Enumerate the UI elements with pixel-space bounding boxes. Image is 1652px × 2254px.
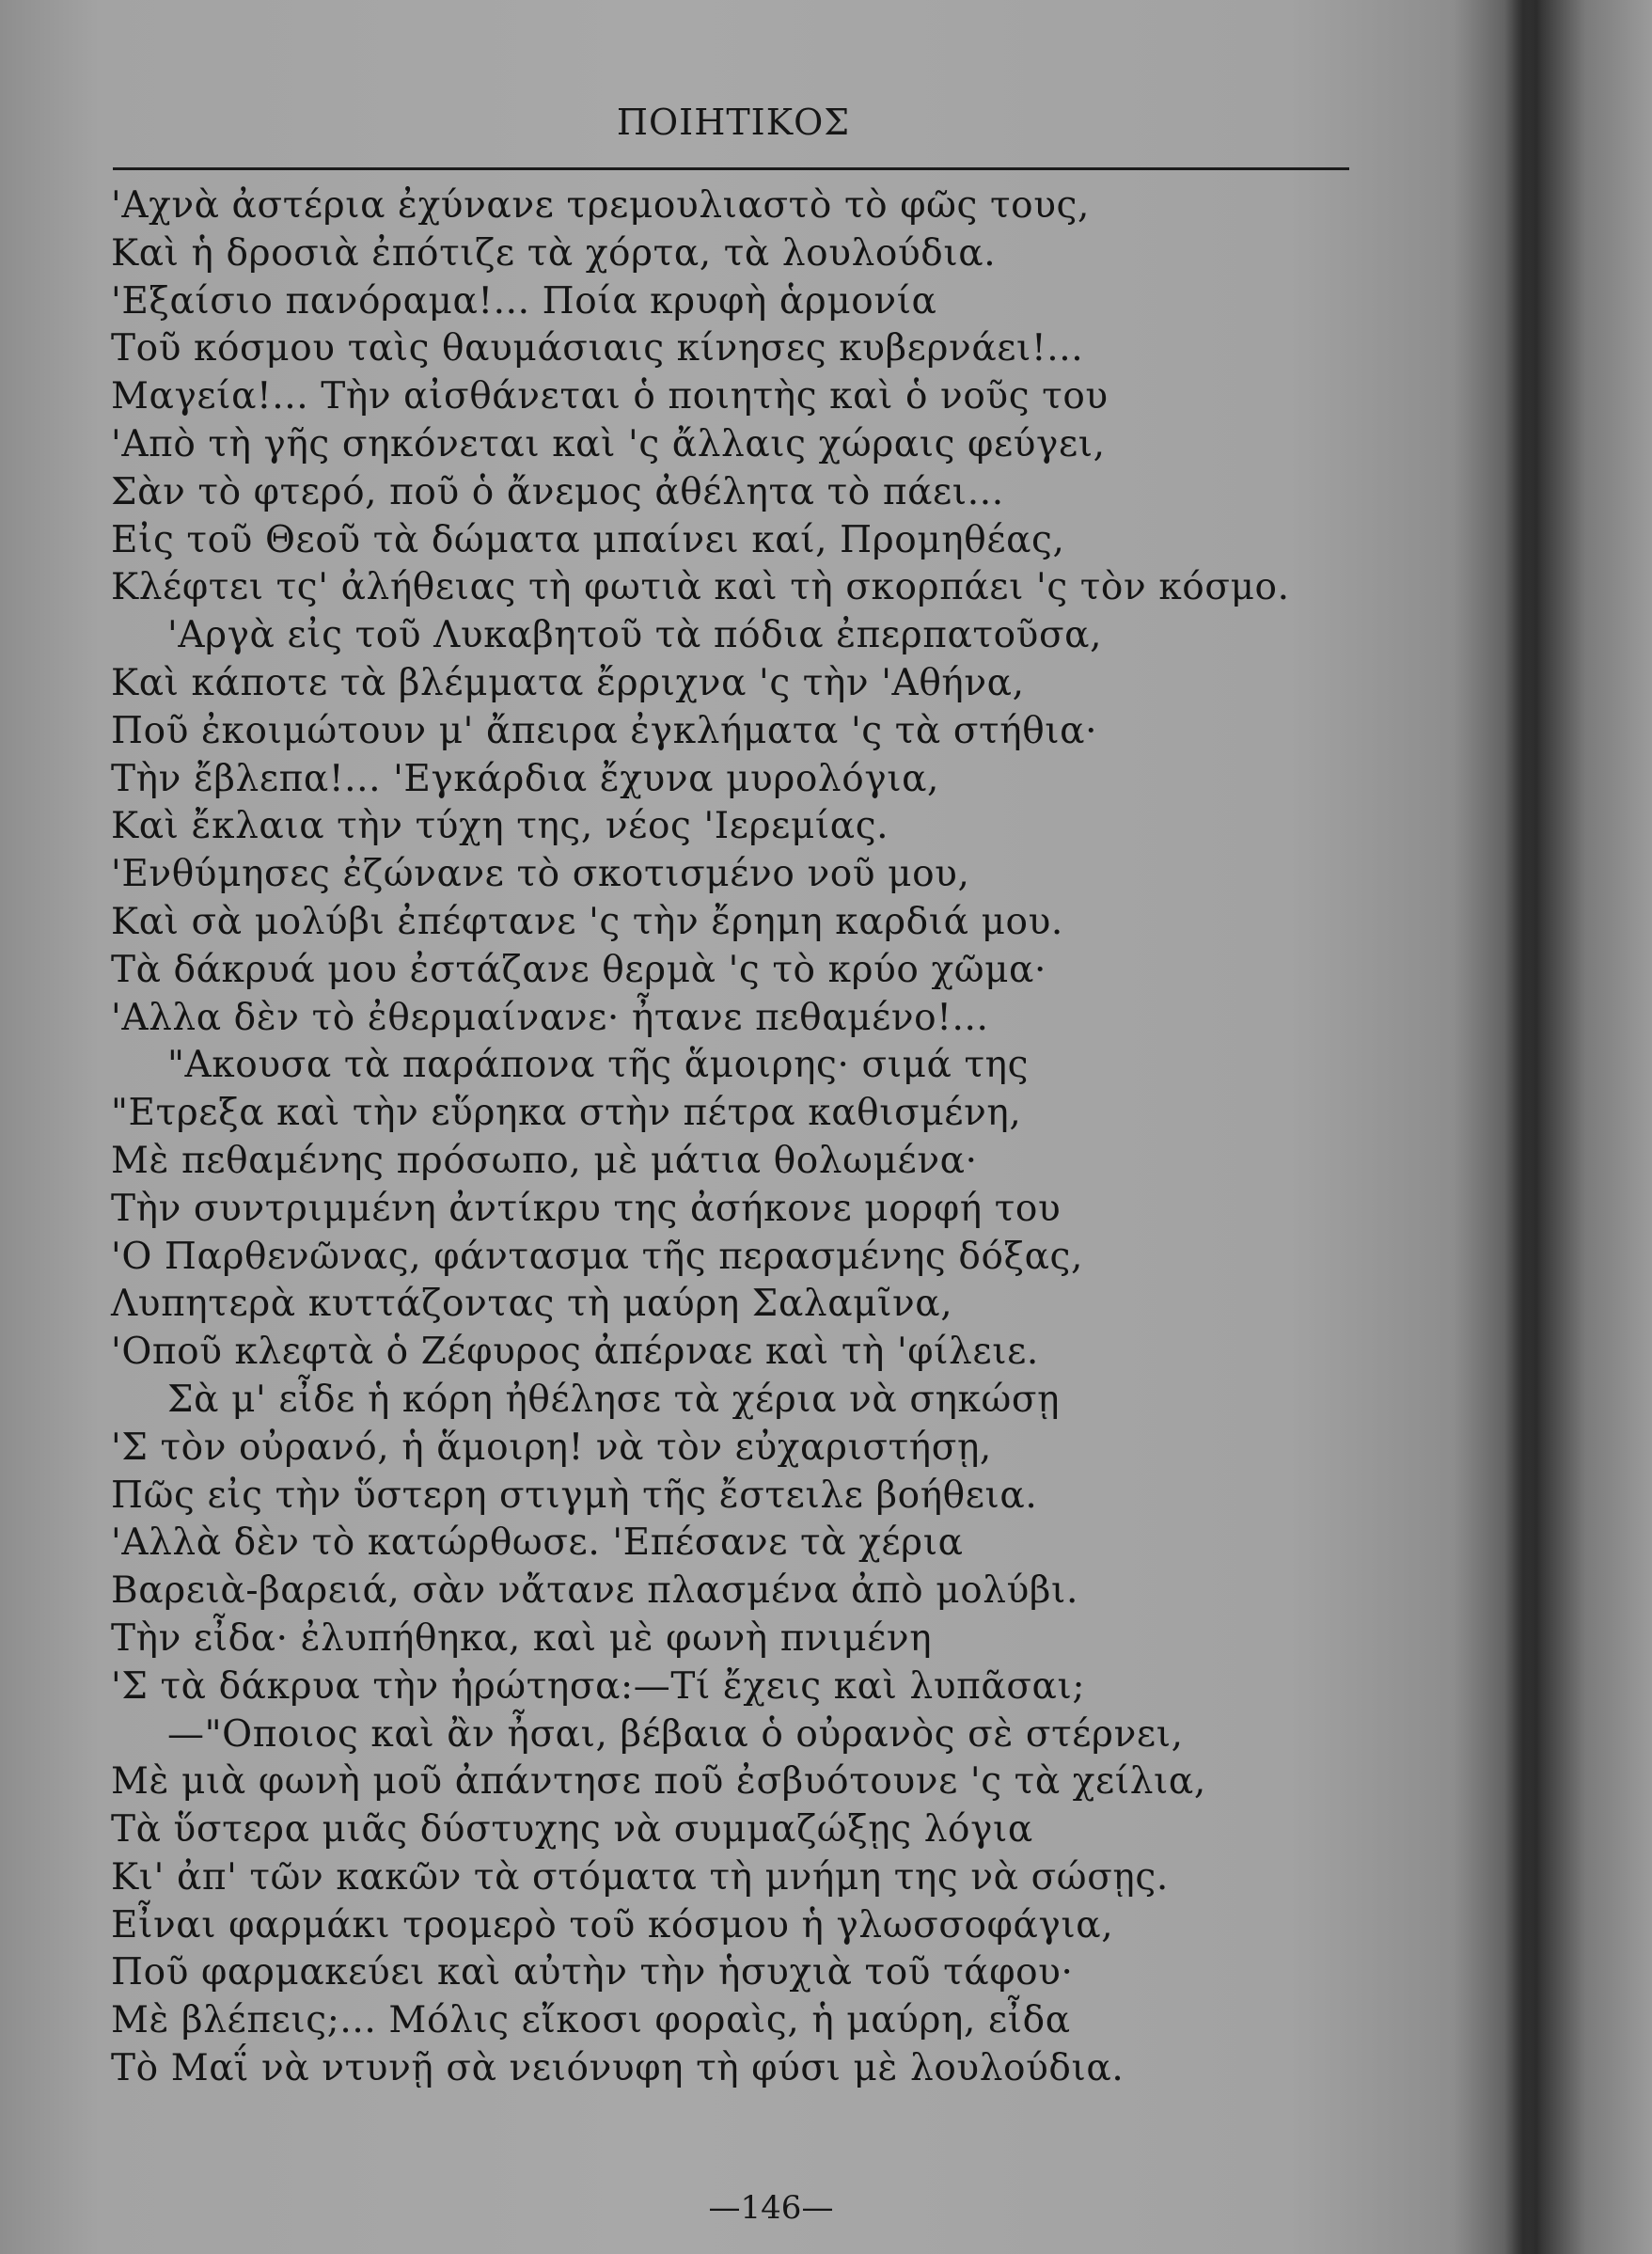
verse-line: Ποῦ φαρμακεύει καὶ αὐτὴν τὴν ἡσυχιὰ τοῦ τάφου· [111,1951,1074,1994]
verse-line: Εἶναι φαρμάκι τρομερὸ τοῦ κόσμου ἡ γλωσσοφάγια, [111,1903,1114,1947]
verse-line: "Ετρεξα καὶ τὴν εὕρηκα στὴν πέτρα καθισμένη, [111,1092,1022,1135]
verse-line: Τὰ ὕστερα μιᾶς δύστυχης νὰ συμμαζώξῃς λόγια [111,1808,1033,1852]
verse-line: 'Σ τὰ δάκρυα τὴν ἠρώτησα:—Τί ἔχεις καὶ λυπᾶσαι; [111,1664,1086,1708]
verse-line: Καὶ σὰ μολύβι ἐπέφτανε 'ς τὴν ἔρημη καρδιά μου. [111,900,1063,943]
verse-line: Καὶ κάποτε τὰ βλέμματα ἔρριχνα 'ς τὴν 'Αθήνα, [111,661,1025,704]
verse-line: —"Οποιος καὶ ἂν ἦσαι, βέβαια ὁ οὐρανὸς σὲ στέρνει, [167,1712,1184,1756]
verse-line: 'Ενθύμησες ἐζώνανε τὸ σκοτισμένο νοῦ μου, [111,853,970,896]
running-head: ΠΟΙΗΤΙΚΟΣ [616,102,851,143]
verse-line: Τὴν συντριμμένη ἀντίκρυ της ἀσήκονε μορφή του [111,1187,1062,1230]
verse-line: 'Οποῦ κλεφτὰ ὁ Ζέφυρος ἀπέρναε καὶ τὴ 'φίλειε. [111,1331,1039,1374]
verse-line: Καὶ ἔκλαια τὴν τύχη της, νέος 'Ιερεμίας. [111,805,889,848]
verse-line: Τὰ δάκρυά μου ἐστάζανε θερμὰ 'ς τὸ κρύο χῶμα· [111,948,1046,991]
poem-text [111,182,1408,2093]
verse-line: "Ακουσα τὰ παράπονα τῆς ἅμοιρης· σιμά της [167,1044,1030,1087]
verse-line: Καὶ ἡ δροσιὰ ἐπότιζε τὰ χόρτα, τὰ λουλούδια. [111,231,997,275]
verse-line: Ποῦ ἐκοιμώτουν μ' ἄπειρα ἐγκλήματα 'ς τὰ στήθια· [111,709,1098,752]
verse-line: 'Απὸ τὴ γῆς σηκόνεται καὶ 'ς ἄλλαις χώραις φεύγει, [111,422,1106,465]
verse-line: 'Σ τὸν οὐρανό, ἡ ἅμοιρη! νὰ τὸν εὐχαριστήσῃ, [111,1426,992,1469]
verse-line: Τὸ Μαΐ νὰ ντυνῇ σὰ νειόνυφη τὴ φύσι μὲ λουλούδια. [111,2047,1125,2090]
verse-line: Τὴν ἔβλεπα!... 'Εγκάρδια ἔχυνα μυρολόγια, [111,757,940,800]
verse-line: Βαρειὰ-βαρειά, σὰν νἄτανε πλασμένα ἀπὸ μολύβι. [111,1569,1078,1613]
verse-line: Λυπητερὰ κυττάζοντας τὴ μαύρη Σαλαμῖνα, [111,1283,953,1326]
verse-line: Μὲ μιὰ φωνὴ μοῦ ἀπάντησε ποῦ ἐσβυότουνε 'ς τὰ χείλια, [111,1760,1206,1804]
verse-line: Εἰς τοῦ Θεοῦ τὰ δώματα μπαίνει καί, Προμηθέας, [111,518,1065,561]
verse-line: 'Αλλὰ δὲν τὸ κατώρθωσε. 'Επέσανε τὰ χέρια [111,1521,964,1565]
verse-line: Μαγεία!... Τὴν αἰσθάνεται ὁ ποιητὴς καὶ ὁ νοῦς του [111,375,1109,418]
verse-line: Κλέφτει τς' ἀλήθειας τὴ φωτιὰ καὶ τὴ σκορπάει 'ς τὸν κόσμο. [111,566,1290,609]
verse-line: Σὰν τὸ φτερό, ποῦ ὁ ἄνεμος ἀθέλητα τὸ πάει... [111,470,1004,513]
verse-line: Κι' ἀπ' τῶν κακῶν τὰ στόματα τὴ μνήμη της νὰ σώσῃς. [111,1855,1169,1899]
page-number: —146— [708,2189,834,2227]
verse-line: Τὴν εἶδα· ἐλυπήθηκα, καὶ μὲ φωνὴ πνιμένη [111,1616,933,1660]
verse-line: 'Ο Παρθενῶνας, φάντασμα τῆς περασμένης δόξας, [111,1235,1083,1278]
verse-line: Τοῦ κόσμου ταὶς θαυμάσιαις κίνησες κυβερνάει!... [111,327,1084,370]
verse-line: 'Αλλα δὲν τὸ ἐθερμαίνανε· ἦτανε πεθαμένο!... [111,996,989,1039]
verse-line: 'Αχνὰ ἀστέρια ἐχύνανε τρεμουλιαστὸ τὸ φῶς τους, [111,184,1090,227]
verse-line: 'Αργὰ εἰς τοῦ Λυκαβητοῦ τὰ πόδια ἐπερπατοῦσα, [167,614,1103,657]
verse-line: Μὲ βλέπεις;... Μόλις εἴκοσι φοραὶς, ἡ μαύρη, εἶδα [111,1999,1071,2042]
page-fold-shadow [1504,0,1542,2254]
verse-line: 'Εξαίσιο πανόραμα!... Ποία κρυφὴ ἁρμονία [111,279,937,323]
verse-line: Πῶς εἰς τὴν ὕστερη στιγμὴ τῆς ἔστειλε βοήθεια. [111,1474,1038,1517]
header-rule [113,167,1349,170]
verse-line: Μὲ πεθαμένης πρόσωπο, μὲ μάτια θολωμένα· [111,1139,978,1182]
verse-line: Σὰ μ' εἶδε ἡ κόρη ἠθέλησε τὰ χέρια νὰ σηκώσῃ [167,1378,1061,1421]
